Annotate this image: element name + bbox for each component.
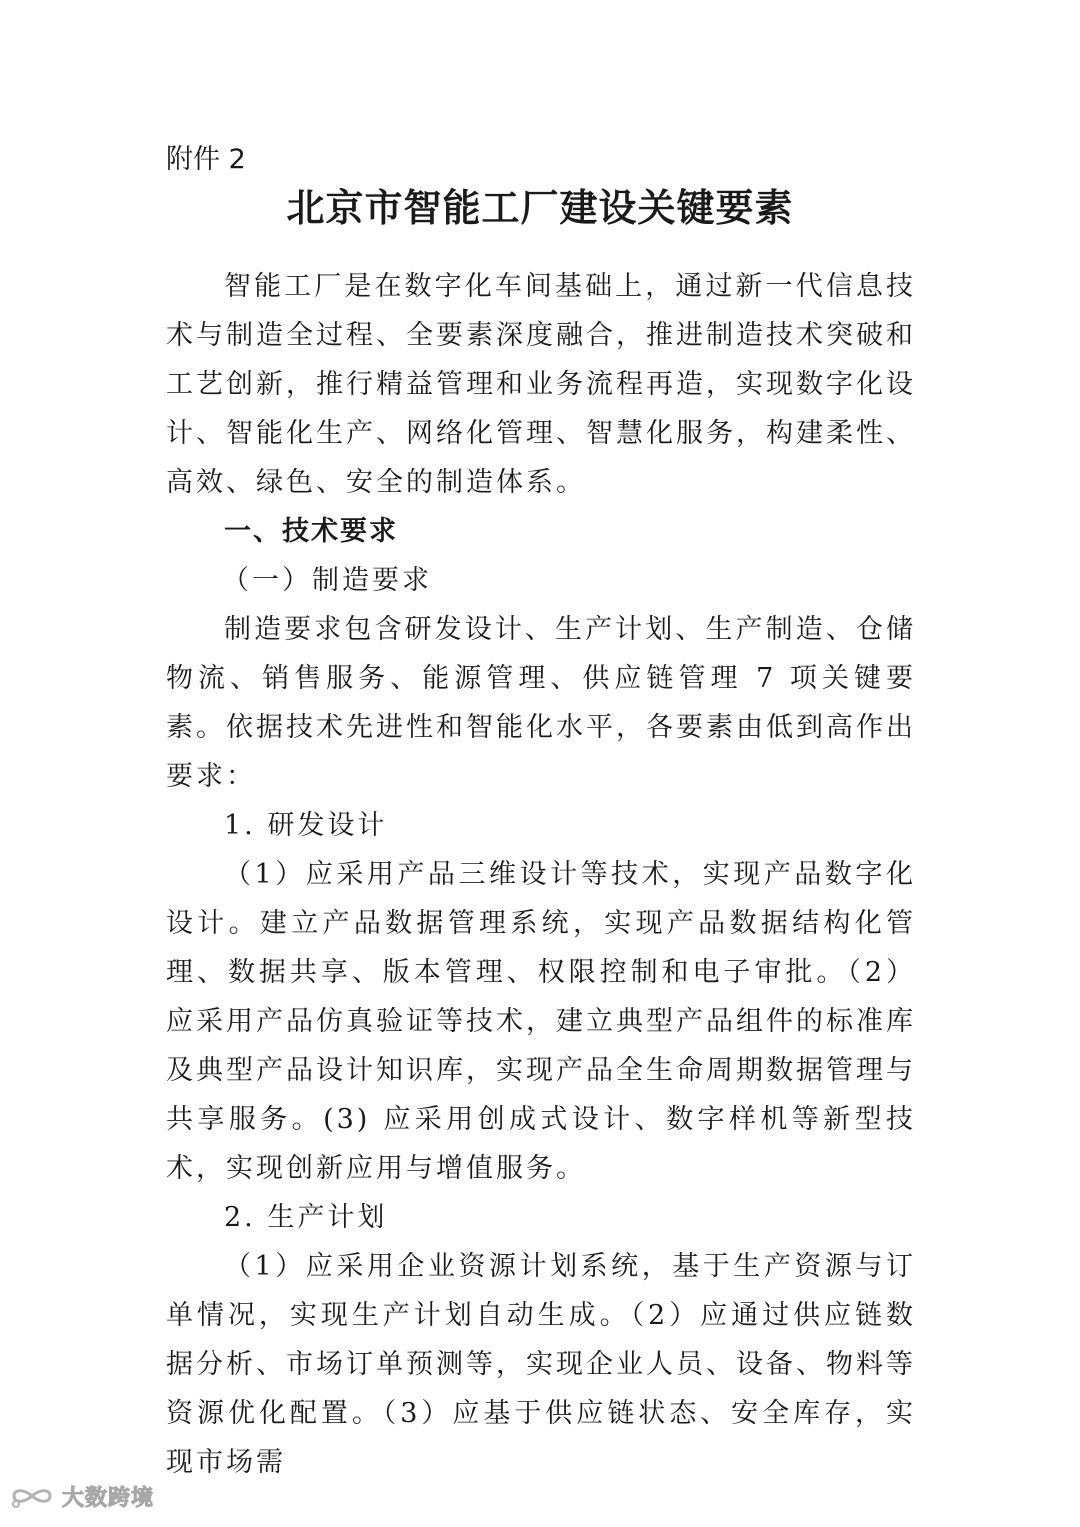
item-heading-rd-design: 1. 研发设计: [224, 810, 388, 841]
document-body: [166, 262, 916, 1487]
intro-paragraph: 智能工厂是在数字化车间基础上，通过新一代信息技术与制造全过程、全要素深度融合，推进制造技术突破和工艺创新，推行精益管理和业务流程再造，实现数字化设计、智能化生产、网络化管理、智慧化服务，构建柔性、高效、绿色、安全的制造体系。: [166, 271, 916, 498]
production-planning-paragraph: （1）应采用企业资源计划系统，基于生产资源与订单情况，实现生产计划自动生成。（2）应通过供应链数据分析、市场订单预测等，实现企业人员、设备、物料等资源优化配置。（3）应基于供应链状态、安全库存，实现市场需: [166, 1251, 916, 1478]
attachment-label: 附件 2: [166, 144, 246, 175]
manufacturing-requirements-paragraph: 制造要求包含研发设计、生产计划、生产制造、仓储物流、销售服务、能源管理、供应链管理 7 项关键要素。依据技术先进性和智能化水平，各要素由低到高作出要求：: [166, 614, 916, 792]
item-heading-production-planning: 2. 生产计划: [224, 1202, 388, 1233]
infinity-logo-icon: [8, 1482, 56, 1510]
watermark: [8, 1476, 154, 1516]
watermark-text: 大数跨境: [62, 1485, 155, 1511]
rd-design-paragraph: （1）应采用产品三维设计等技术，实现产品数字化设计。建立产品数据管理系统，实现产品数据结构化管理、数据共享、版本管理、权限控制和电子审批。（2）应采用产品仿真验证等技术，建立典型产品组件的标准库及典型产品设计知识库，实现产品全生命周期数据管理与共享服务。(3) 应采用创成式设计、数字样机等新型技术，实现创新应用与增值服务。: [166, 859, 916, 1184]
section-heading-technical-requirements: 一、技术要求: [224, 516, 398, 547]
subsection-heading-manufacturing-requirements: （一）制造要求: [222, 565, 432, 596]
document-title: 北京市智能工厂建设关键要素: [286, 186, 794, 230]
